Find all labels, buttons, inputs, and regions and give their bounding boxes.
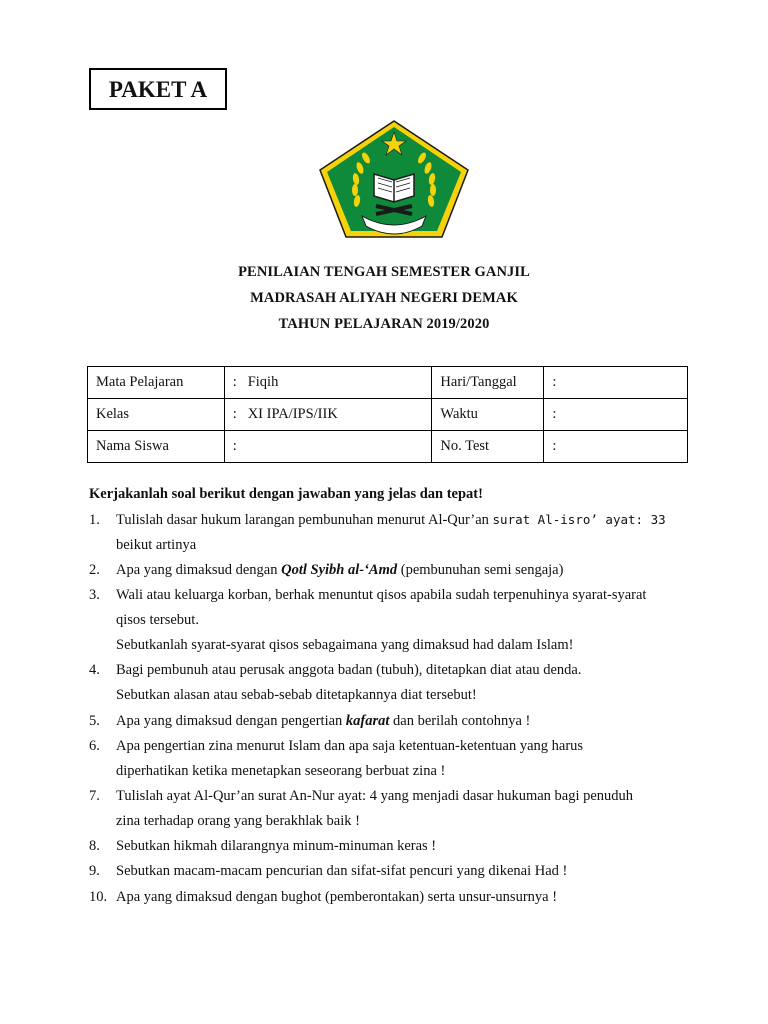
instruction: Kerjakanlah soal berikut dengan jawaban yang jelas dan tepat! xyxy=(89,486,483,502)
field-value: : XI IPA/IPS/IIK xyxy=(224,399,432,431)
question-7: Tulislah ayat Al-Qur’an surat An-Nur ayat: 4 yang menjadi dasar hukuman bagi penuduh xyxy=(116,788,634,804)
student-info-table xyxy=(87,366,688,463)
academic-year: TAHUN PELAJARAN 2019/2020 xyxy=(278,316,490,332)
question-5: Apa yang dimaksud dengan pengertian kafarat dan berilah contohnya ! xyxy=(116,713,531,729)
field-value: : Fiqih xyxy=(224,367,432,399)
field-label: Kelas xyxy=(88,399,225,431)
paket-label: PAKET A xyxy=(89,68,227,110)
question-2: Apa yang dimaksud dengan Qotl Syibh al-‘Amd (pembunuhan semi sengaja) xyxy=(116,562,564,578)
question-1-cont: beikut artinya xyxy=(116,537,197,553)
question-number: 1. xyxy=(89,512,100,528)
question-number: 5. xyxy=(89,713,100,729)
field-value: : xyxy=(224,431,432,463)
field-value: : xyxy=(544,399,688,431)
subject-value: Fiqih xyxy=(247,374,279,390)
field-label: Waktu xyxy=(432,399,544,431)
question-9: Sebutkan macam-macam pencurian dan sifat-sifat pencuri yang dikenai Had ! xyxy=(116,863,568,879)
question-number: 9. xyxy=(89,863,100,879)
question-number: 4. xyxy=(89,662,100,678)
school-name: MADRASAH ALIYAH NEGERI DEMAK xyxy=(250,290,518,306)
question-4-cont: Sebutkan alasan atau sebab-sebab ditetapkannya diat tersebut! xyxy=(116,687,477,703)
field-label: No. Test xyxy=(432,431,544,463)
question-3-cont: qisos tersebut. xyxy=(116,612,199,628)
question-number: 8. xyxy=(89,838,100,854)
field-label: Hari/Tanggal xyxy=(432,367,544,399)
table-row xyxy=(88,431,688,463)
field-value: : xyxy=(544,367,688,399)
question-6: Apa pengertian zina menurut Islam dan apa saja ketentuan-ketentuan yang harus xyxy=(116,738,584,754)
question-4: Bagi pembunuh atau perusak anggota badan (tubuh), ditetapkan diat atau denda. xyxy=(116,662,582,678)
question-number: 10. xyxy=(89,889,108,905)
question-number: 2. xyxy=(89,562,100,578)
table-row xyxy=(88,367,688,399)
field-label: Mata Pelajaran xyxy=(88,367,225,399)
question-8: Sebutkan hikmah dilarangnya minum-minuman keras ! xyxy=(116,838,437,854)
question-number: 6. xyxy=(89,738,100,754)
question-number: 7. xyxy=(89,788,100,804)
kemenag-emblem-icon xyxy=(318,118,470,240)
question-1: Tulislah dasar hukum larangan pembunuhan menurut Al-Qur’an surat Al-isro’ ayat: 33 xyxy=(116,512,666,528)
class-value: XI IPA/IPS/IIK xyxy=(247,406,338,422)
table-row xyxy=(88,399,688,431)
exam-title: PENILAIAN TENGAH SEMESTER GANJIL xyxy=(238,264,530,280)
field-label: Nama Siswa xyxy=(88,431,225,463)
question-3-cont: Sebutkanlah syarat-syarat qisos sebagaimana yang dimaksud had dalam Islam! xyxy=(116,637,574,653)
question-10: Apa yang dimaksud dengan bughot (pemberontakan) serta unsur-unsurnya ! xyxy=(116,889,558,905)
field-value: : xyxy=(544,431,688,463)
question-6-cont: diperhatikan ketika menetapkan seseorang berbuat zina ! xyxy=(116,763,446,779)
question-7-cont: zina terhadap orang yang berakhlak baik ! xyxy=(116,813,360,829)
question-3: Wali atau keluarga korban, berhak menuntut qisos apabila sudah terpenuhinya syarat-syarat xyxy=(116,587,647,603)
question-number: 3. xyxy=(89,587,100,603)
